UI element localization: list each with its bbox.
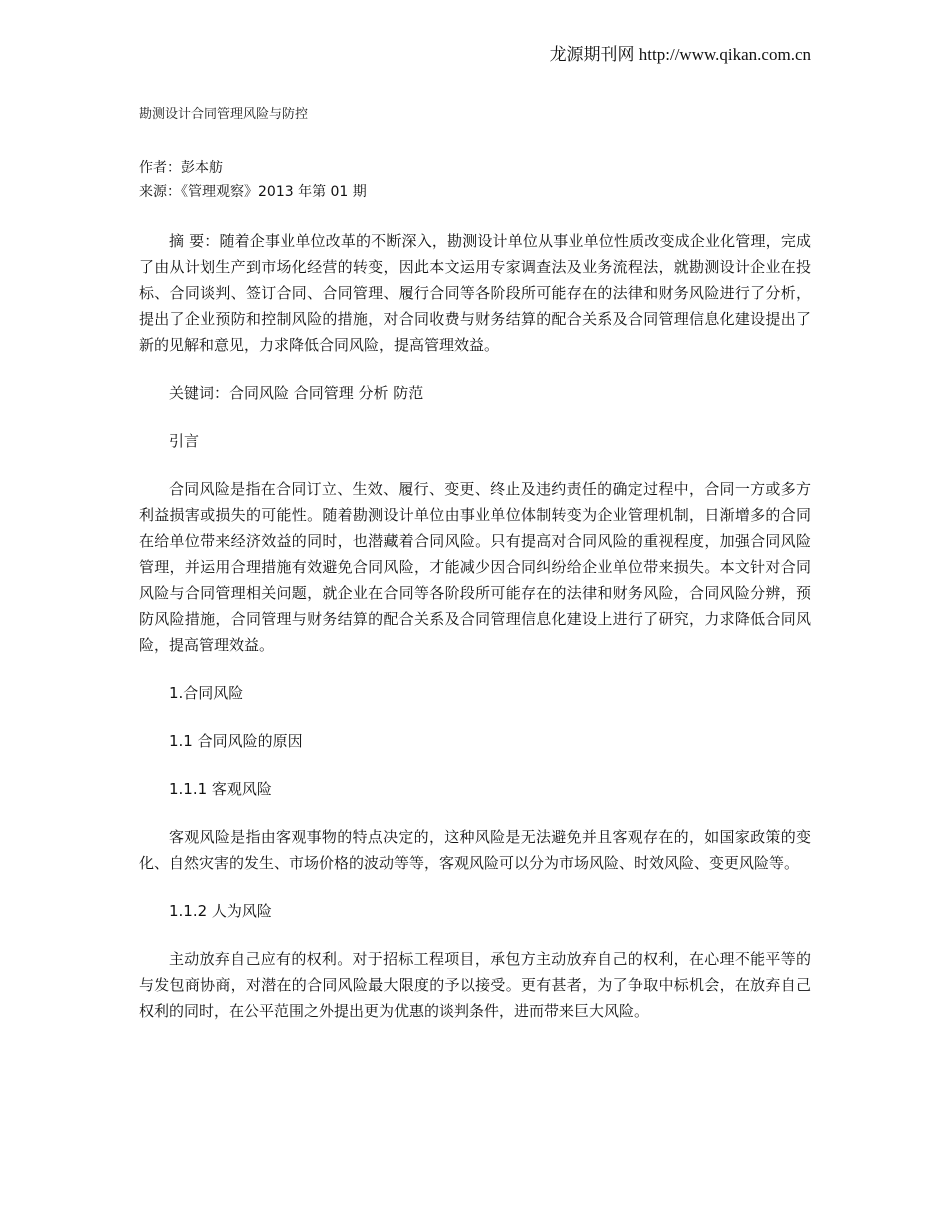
keywords-line: 关键词：合同风险 合同管理 分析 防范 [169,384,424,402]
article-source: 来源：《管理观察》2013 年第 01 期 [139,184,367,200]
article-title: 勘测设计合同管理风险与防控 [139,107,309,122]
subsubsection-heading: 1.1.2 人为风险 [169,902,272,920]
objective-risk-paragraph: 客观风险是指由客观事物的特点决定的，这种风险是无法避免并且客观存在的，如国家政策的变化、自然灾害的发生、市场价格的波动等等，客观风险可以分为市场风险、时效风险、变更风险等。 [139,828,811,872]
abstract-paragraph: 摘 要：随着企事业单位改革的不断深入，勘测设计单位从事业单位性质改变成企业化管理，完成了由从计划生产到市场化经营的转变，因此本文运用专家调查法及业务流程法，就勘测设计企业在投标、合同谈判、签订合同、合同管理、履行合同等各阶段所可能存在的法律和财务风险进行了分析，提出了企业预防和控制风险的措施，对合同收费与财务结算的配合关系及合同管理信息化建设提出了新的见解和意见，力求降低合同风险，提高管理效益。 [139,232,811,354]
human-risk-paragraph: 主动放弃自己应有的权利。对于招标工程项目，承包方主动放弃自己的权利，在心理不能平等的与发包商协商，对潜在的合同风险最大限度的予以接受。更有甚者，为了争取中标机会，在放弃自己权利的同时，在公平范围之外提出更为优惠的谈判条件，进而带来巨大风险。 [139,950,811,1020]
article-body [139,228,811,1046]
section-heading: 1.合同风险 [169,684,244,702]
intro-paragraph: 合同风险是指在合同订立、生效、履行、变更、终止及违约责任的确定过程中，合同一方或多方利益损害或损失的可能性。随着勘测设计单位由事业单位体制转变为企业管理机制，日渐增多的合同在给单位带来经济效益的同时，也潜藏着合同风险。只有提高对合同风险的重视程度，加强合同风险管理，并运用合理措施有效避免合同风险，才能减少因合同纠纷给企业单位带来损失。本文针对合同风险与合同管理相关问题，就企业在合同等各阶段所可能存在的法律和财务风险，合同风险分辨，预防风险措施，合同管理与财务结算的配合关系及合同管理信息化建设上进行了研究，力求降低合同风险，提高管理效益。 [139,480,811,654]
subsubsection-heading: 1.1.1 客观风险 [169,780,272,798]
intro-heading: 引言 [169,432,200,450]
subsection-heading: 1.1 合同风险的原因 [169,732,303,750]
article-author: 作者：彭本舫 [139,160,223,176]
site-header-brand[interactable]: 龙源期刊网 http://www.qikan.com.cn [549,45,811,64]
